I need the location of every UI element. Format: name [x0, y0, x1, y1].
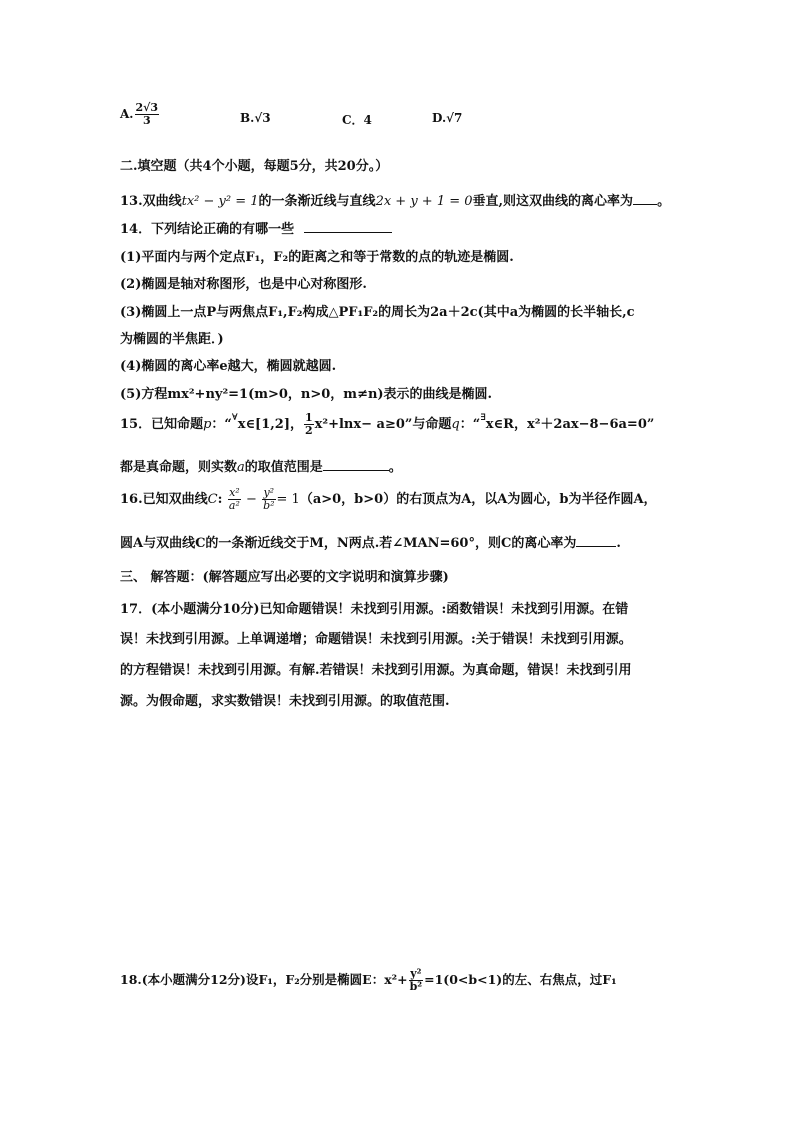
- section2-heading: 二.填空题（共4个小题，每题5分，共20分。）: [120, 159, 389, 174]
- q14-item-5: (5)方程mx²+ny²=1(m>0，n>0，m≠n)表示的曲线是椭圆.: [120, 387, 493, 402]
- option-a: [120, 102, 160, 127]
- option-c: C．4: [342, 113, 372, 127]
- q14-item-1: (1)平面内与两个定点F₁，F₂的距离之和等于常数的点的轨迹是椭圆.: [120, 250, 514, 265]
- q14-answer-blank: [304, 231, 392, 233]
- question-16-line2: 圆A与双曲线C的一条渐近线交于M，N两点.若∠MAN=60°，则C的离心率为 .: [120, 536, 621, 551]
- q14-item-2: (2)椭圆是轴对称图形，也是中心对称图形.: [120, 277, 367, 292]
- option-a-label: A.: [120, 107, 134, 122]
- q16-answer-blank: [576, 545, 616, 547]
- q17-line-2: 误！未找到引用源。上单调递增；命题错误！未找到引用源。:关于错误！未找到引用源。: [120, 632, 632, 647]
- question-15-line2: 都是真命题，则实数a的取值范围是 。: [120, 460, 402, 475]
- q14-item-4: (4)椭圆的离心率e越大，椭圆就越圆.: [120, 359, 337, 374]
- option-b: B.√3: [240, 111, 271, 125]
- q17-line-1: 17．(本小题满分10分)已知命题错误！未找到引用源。:函数错误！未找到引用源。在错: [120, 602, 629, 617]
- option-d: D.√7: [432, 111, 463, 125]
- exists-symbol: ∃: [480, 413, 486, 424]
- q15-answer-blank: [323, 469, 389, 471]
- question-15-line1: 15．已知命题p：“∀x∈[1,2]， $\frac{1}{2}$ x²+lnx− a≥0”与命题q：“∃x∈R，x²＋2ax−8−6a=0”: [120, 411, 655, 438]
- q13-line-equation: 2x + y + 1 = 0: [375, 194, 473, 209]
- question-18: 18.(本小题满分12分)设F₁，F₂分别是椭圆E：x²+ $\frac{\text{y²}}{\text{b²}}$ =1(0<b<1)的左、右焦点，过F₁: [120, 967, 617, 994]
- question-13: 13.双曲线tx² − y² = 1的一条渐近线与直线2x + y + 1 = 0垂直,则这双曲线的离心率为 。: [120, 194, 671, 209]
- q17-line-3: 的方程错误！未找到引用源。有解.若错误！未找到引用源。为真命题，错误！未找到引用: [120, 663, 632, 678]
- option-a-fraction: $\frac{2√3}{3}$: [135, 101, 159, 128]
- q14-item-3-cont: 为椭圆的半焦距．): [120, 332, 224, 347]
- forall-symbol: ∀: [231, 413, 238, 424]
- section3-heading: 三、 解答题：(解答题应写出必要的文字说明和演算步骤): [120, 570, 449, 585]
- q18-y-fraction: $\frac{\text{y²}}{\text{b²}}$: [409, 967, 423, 994]
- question-16-line1: 16.已知双曲线C: $\frac{\text{x²}}{\text{a²}}$ − $\frac{\text{y²}}{\text{b²}}$ = 1（a>0，b>0）的右顶点为A，以A为圆心，b为半径作圆A，: [120, 486, 657, 513]
- q16-x-fraction: $\frac{\text{x²}}{\text{a²}}$: [228, 486, 240, 513]
- q13-answer-blank: [633, 203, 657, 205]
- q15-half-fraction: $\frac{1}{2}$: [304, 411, 313, 438]
- question-14-stem: 14．下列结论正确的有哪一些: [120, 218, 392, 237]
- q14-item-3: (3)椭圆上一点P与两焦点F₁,F₂构成△PF₁F₂的周长为2a＋2c(其中a为椭圆的长半轴长,c: [120, 305, 635, 320]
- q13-formula: tx² − y² = 1: [181, 194, 259, 209]
- q16-y-fraction: $\frac{\text{y²}}{\text{b²}}$: [263, 486, 275, 513]
- q17-line-4: 源。为假命题，求实数错误！未找到引用源。的取值范围.: [120, 694, 450, 709]
